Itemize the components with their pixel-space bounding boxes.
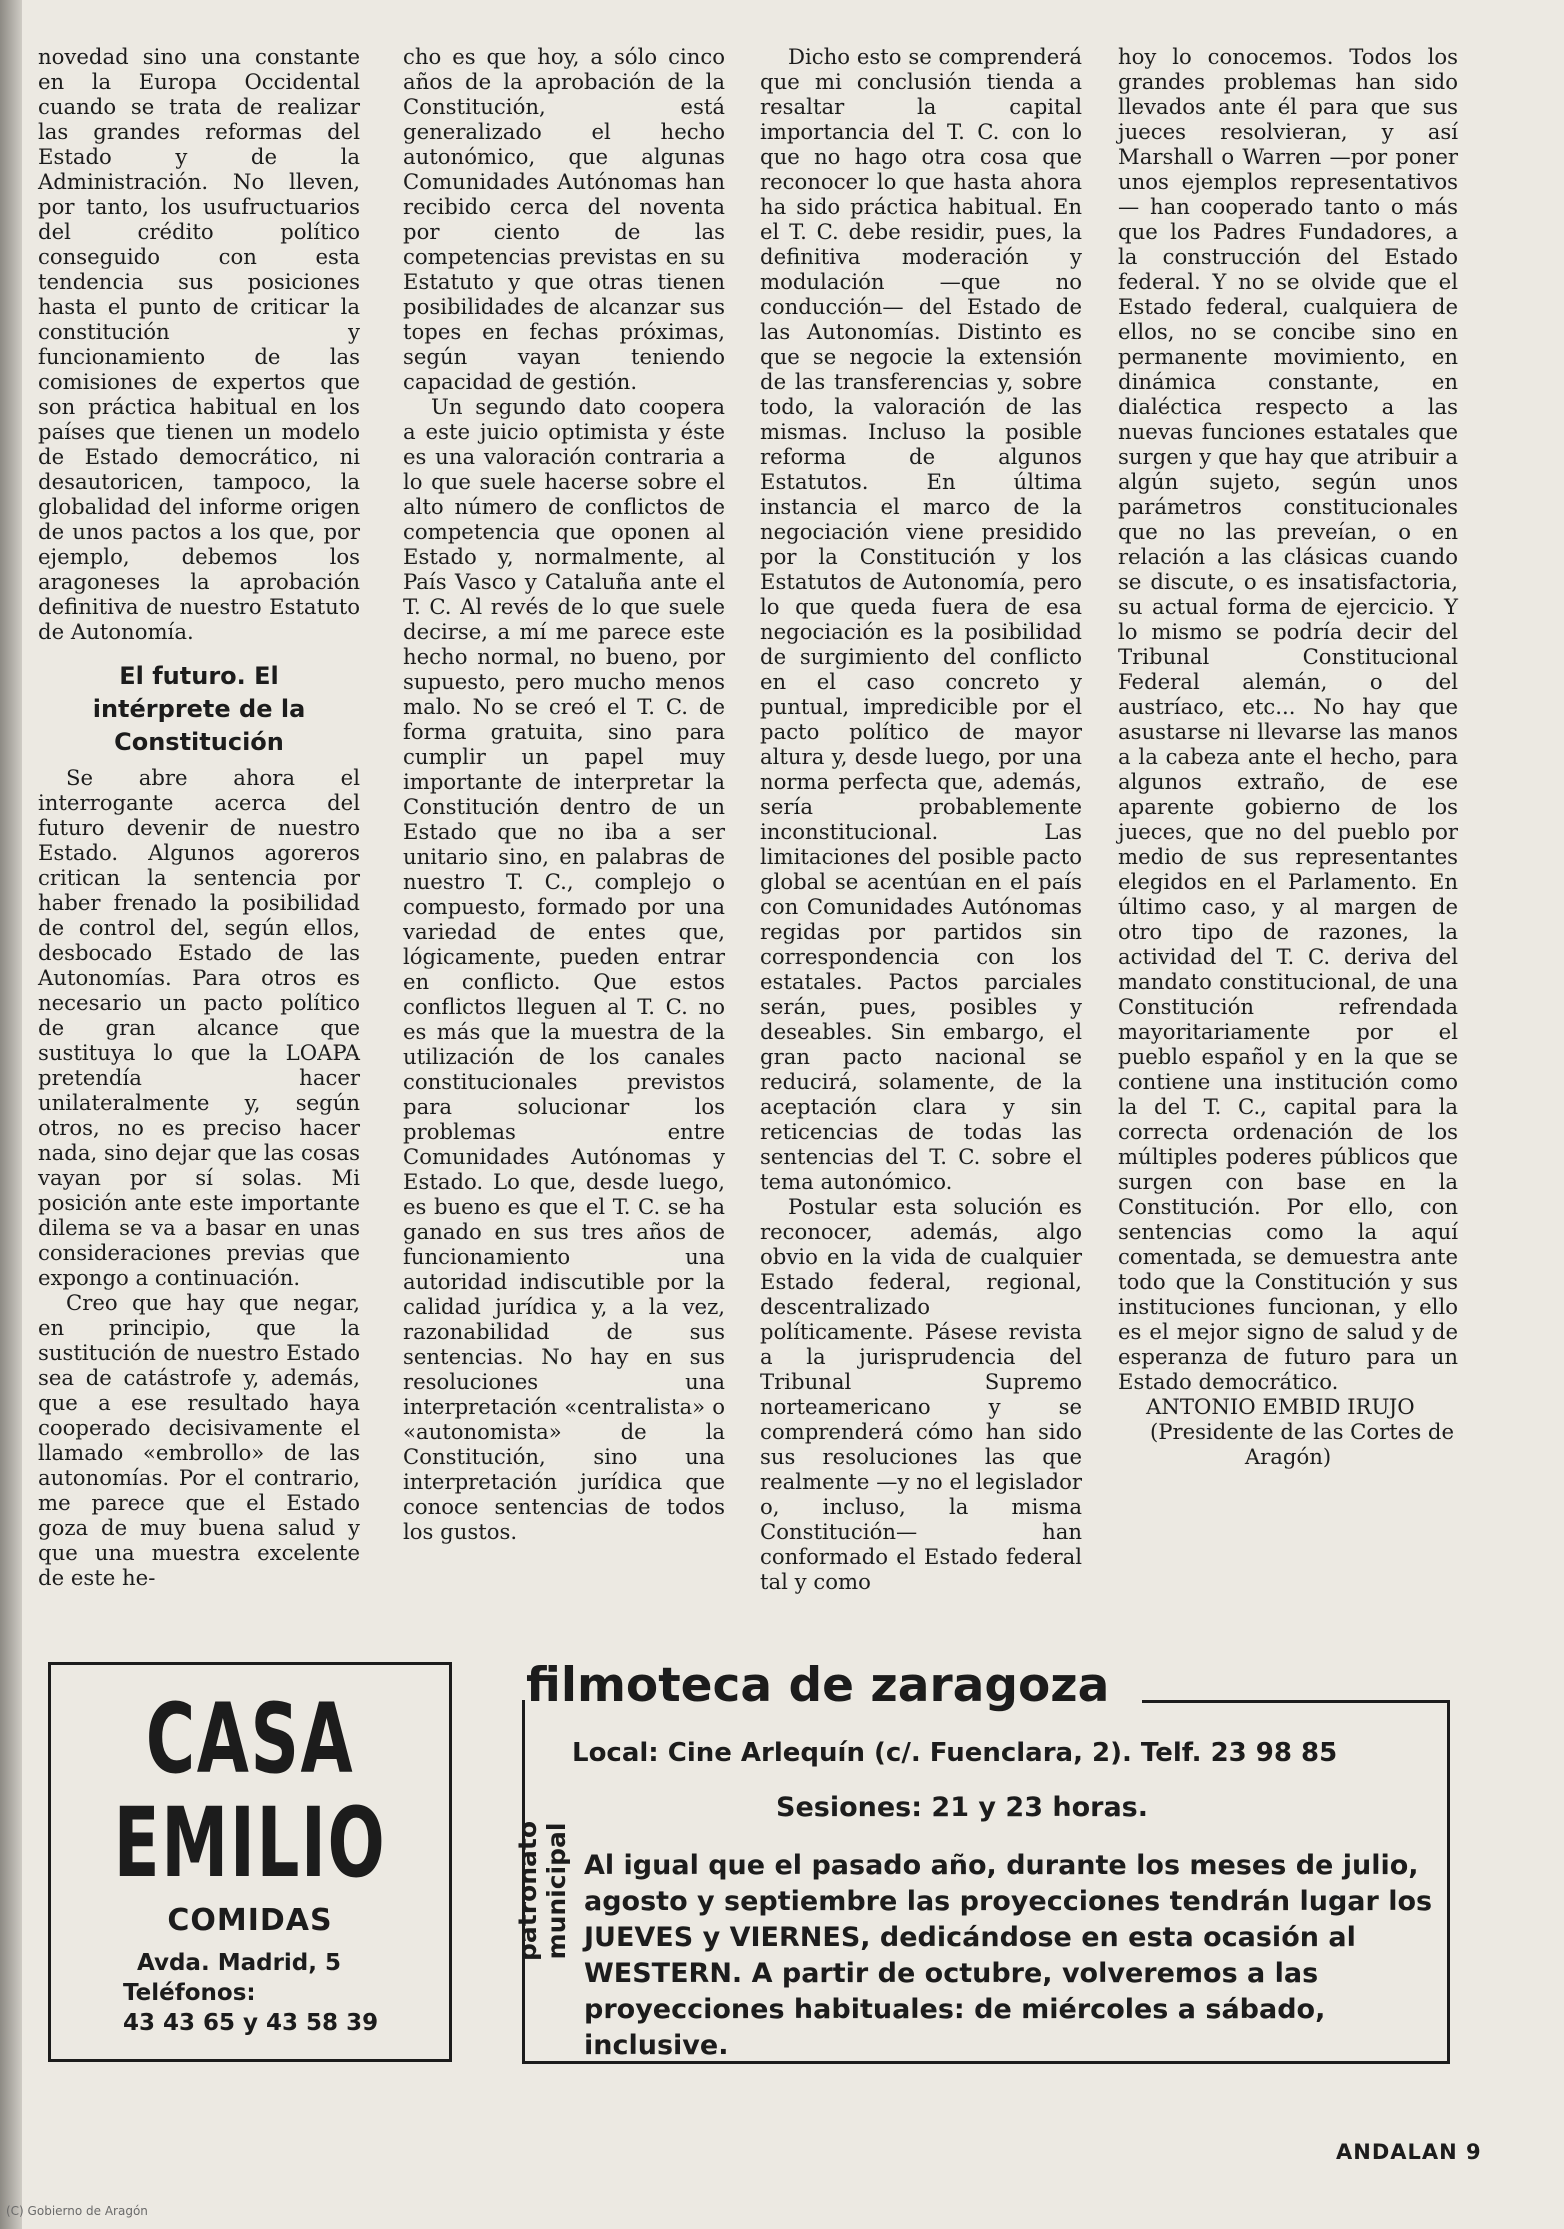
ad-body: Al igual que el pasado año, durante los meses de julio, agosto y septiembre las proyecciones tendrán lugar los JUEVES y VIERNES, dedicándose en esta ocasión al WESTERN. A partir de octubre, volveremos a las proyecciones habituales: de miércoles a sábado, inclusive. xyxy=(584,1850,1433,2061)
ad-vertical-label: patronato municipal xyxy=(513,1821,571,1962)
author-role: (Presidente de las Cortes de Aragón) xyxy=(1149,1419,1455,1469)
ad-address: Avda. Madrid, 5 xyxy=(137,1950,342,1976)
ad-comidas: COMIDAS xyxy=(167,1903,333,1938)
paragraph: Postular esta solución es reconocer, además, algo obvio en la vida de cualquier Estado federal, regional, descentralizado políticamente. Pásese revista a la jurisprudencia del Tribunal Supremo norteamericano y se comprenderá cómo han sido sus resoluciones las que realmente —y no el legislador o, incluso, la misma Constitución— han conformado el Estado federal tal y como xyxy=(760,1194,1082,1594)
ad-name-line: CASA xyxy=(145,1683,355,1795)
ad-name-line: EMILIO xyxy=(113,1787,387,1899)
publication-name: ANDALAN xyxy=(1336,2140,1458,2164)
article-column-2 xyxy=(403,44,725,1544)
ad-title: filmoteca de zaragoza xyxy=(526,1656,1121,1716)
section-subheading xyxy=(38,660,360,759)
ad-sesiones: Sesiones: 21 y 23 horas. xyxy=(776,1792,1149,1823)
paragraph: Se abre ahora el interrogante acerca del futuro devenir de nuestro Estado. Algunos agoreros critican la sentencia por haber frenado la posibilidad de control del, según ellos, desbocado Estado de las Autonomías. Para otros es necesario un pacto político de gran alcance que sustituya lo que la LOAPA pretendía hacer unilateralmente y, según otros, no es preciso hacer nada, sino dejar que las cosas vayan por sí solas. Mi posición ante este importante dilema se va a basar en unas consideraciones previas que expongo a continuación. xyxy=(38,765,360,1290)
paragraph: hoy lo conocemos. Todos los grandes problemas han sido llevados ante él para que sus jueces resolvieran, y así Marshall o Warren —por poner unos ejemplos representativos— han cooperado tanto o más que los Padres Fundadores, a la construcción del Estado federal. Y no se olvide que el Estado federal, cualquiera de ellos, no se concibe sino en permanente movimiento, en dinámica constante, en dialéctica respecto a las nuevas funciones estatales que surgen y que hay que atribuir a algún sujeto, según unos parámetros constitucionales que no las preveían, o en relación a las clásicas cuando se discute, o es insatisfactoria, su actual forma de ejercicio. Y lo mismo se podría decir del Tribunal Constitucional Federal alemán, o del austríaco, etc... No hay que asustarse ni llevarse las manos a la cabeza ante el hecho, para algunos extraño, de ese aparente gobierno de los jueces, que no del pueblo por medio de sus representantes elegidos en el Parlamento. En último caso, y al margen de otro tipo de razones, la actividad del T. C. deriva del mandato constitucional, de una Constitución refrendada mayoritariamente por el pueblo español y en la que se contiene una institución como la del T. C., capital para la correcta ordenación de los múltiples poderes públicos que surgen con base en la Constitución. Por ello, con sentencias como la aquí comentada, se demuestra ante todo que la Constitución y sus instituciones funcionan, y ello es el mejor signo de salud y de esperanza de futuro para un Estado democrático. xyxy=(1118,44,1458,1394)
ad-phones: 43 43 65 y 43 58 39 xyxy=(123,2010,379,2036)
paragraph: Dicho esto se comprenderá que mi conclusión tienda a resaltar la capital importancia del T. C. con lo que no hago otra cosa que reconocer lo que hasta ahora ha sido práctica habitual. En el T. C. debe residir, pues, la definitiva moderación y modulación —que no conducción— del Estado de las Autonomías. Distinto es que se negocie la extensión de las transferencias y, sobre todo, la valoración de las mismas. Incluso la posible reforma de algunos Estatutos. En última instancia el marco de la negociación viene presidido por la Constitución y los Estatutos de Autonomía, pero lo que queda fuera de esa negociación es la posibilidad de surgimiento del conflicto en el caso concreto y puntual, impredicible por el pacto político de mayor altura y, desde luego, por una norma perfecta que, además, sería probablemente inconstitucional. Las limitaciones del posible pacto global se acentúan en el país con Comunidades Autónomas regidas por partidos sin correspondencia con los estatales. Pactos parciales serán, pues, posibles y deseables. Sin embargo, el gran pacto nacional se reducirá, solamente, de la aceptación clara y sin reticencias de todas las sentencias del T. C. sobre el tema autonómico. xyxy=(760,44,1082,1194)
ad-phones-label: Teléfonos: xyxy=(123,1980,256,2006)
ad-local: Local: Cine Arlequín (c/. Fuenclara, 2). Telf. 23 98 85 xyxy=(572,1738,1338,1768)
image-credit: (C) Gobierno de Aragón xyxy=(6,2204,148,2218)
paragraph: cho es que hoy, a sólo cinco años de la aprobación de la Constitución, está generalizado el hecho autonómico, que algunas Comunidades Autónomas han recibido cerca del noventa por ciento de las competencias previstas en su Estatuto y que otras tienen posibilidades de alcanzar sus topes en fechas próximas, según vayan teniendo capacidad de gestión. xyxy=(403,44,725,394)
author-name: ANTONIO EMBID IRUJO xyxy=(1146,1394,1415,1419)
ad-frame-top xyxy=(1142,1700,1450,1703)
paragraph: Creo que hay que negar, en principio, que la sustitución de nuestro Estado sea de catástrofe y, además, que a ese resultado haya cooperado decisivamente el llamado «embrollo» de las autonomías. Por el contrario, me parece que el Estado goza de muy buena salud y que una muestra excelente de este he- xyxy=(38,1290,360,1590)
page-footer xyxy=(1336,2140,1482,2164)
subheading-line: El futuro. El xyxy=(119,662,279,690)
subheading-line: intérprete de la xyxy=(92,695,306,723)
scan-edge xyxy=(0,0,22,2229)
article-column-3 xyxy=(760,44,1082,1594)
subheading-line: Constitución xyxy=(114,728,284,756)
casa-emilio-ad xyxy=(48,1662,452,2062)
filmoteca-ad xyxy=(513,1658,1456,2072)
article-column-4 xyxy=(1118,44,1458,1469)
article-column-1 xyxy=(38,44,360,1590)
paragraph: novedad sino una constante en la Europa Occidental cuando se trata de realizar las grandes reformas del Estado y de la Administración. No lleven, por tanto, los usufructuarios del crédito político conseguido con esta tendencia sus posiciones hasta el punto de criticar la constitución y funcionamiento de las comisiones de expertos que son práctica habitual en los países que tienen un modelo de Estado democrático, ni desautoricen, tampoco, la globalidad del informe origen de unos pactos a los que, por ejemplo, debemos los aragoneses la aprobación definitiva de nuestro Estatuto de Autonomía. xyxy=(38,44,360,644)
page-number: 9 xyxy=(1466,2140,1482,2164)
paragraph: Un segundo dato coopera a este juicio optimista y éste es una valoración contraria a lo que suele hacerse sobre el alto número de conflictos de competencia que oponen al Estado y, normalmente, al País Vasco y Cataluña ante el T. C. Al revés de lo que suele decirse, a mí me parece este hecho normal, no bueno, por supuesto, pero mucho menos malo. No se creó el T. C. de forma gratuita, sino para cumplir un papel muy importante de interpretar la Constitución dentro de un Estado que no iba a ser unitario sino, en palabras de nuestro T. C., complejo o compuesto, formado por una variedad de entes que, lógicamente, pueden entrar en conflicto. Que estos conflictos lleguen al T. C. no es más que la muestra de la utilización de los canales constitucionales previstos para solucionar los problemas entre Comunidades Autónomas y Estado. Lo que, desde luego, es bueno es que el T. C. se ha ganado en sus tres años de funcionamiento una autoridad indiscutible por la calidad jurídica y, a la vez, razonabilidad de sus sentencias. No hay en sus resoluciones una interpretación «centralista» o «autonomista» de la Constitución, sino una interpretación jurídica que conoce sentencias de todos los gustos. xyxy=(403,394,725,1544)
